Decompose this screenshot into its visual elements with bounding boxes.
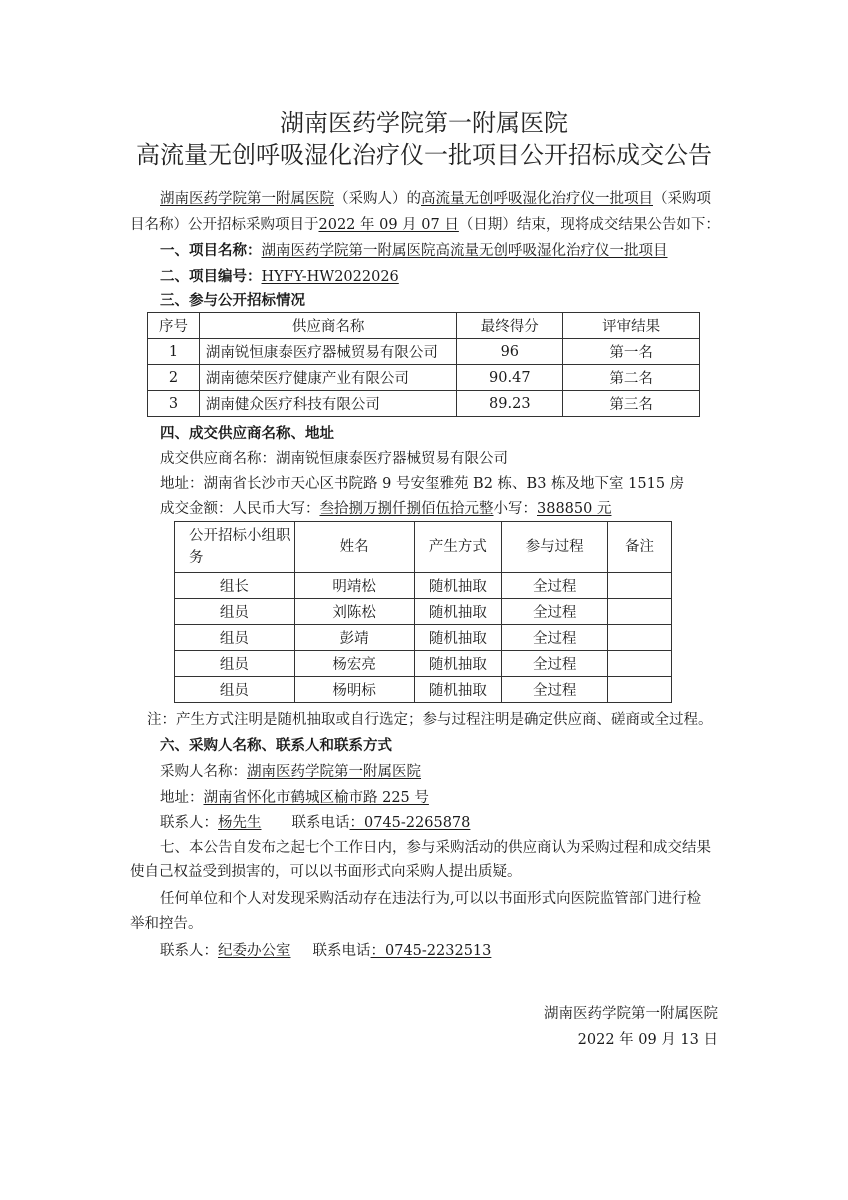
section-project-name [160, 241, 668, 261]
panel-note: 注：产生方式注明是随机抽取或自行选定；参与过程注明是确定供应商、磋商或全过程。 [147, 712, 713, 728]
table-cell: 第二名 [563, 365, 700, 391]
table-cell: 湖南健众医疗科技有限公司 [199, 391, 456, 417]
purchaser-name: 湖南医药学院第一附属医院 [160, 191, 334, 207]
table-cell: 全过程 [502, 573, 608, 599]
table-cell: 明靖松 [294, 573, 414, 599]
contact-value: 杨先生 [218, 815, 262, 831]
table-cell: 90.47 [457, 365, 563, 391]
table-cell: 全过程 [502, 625, 608, 651]
table-cell: 2 [148, 365, 200, 391]
intro-text4: （日期）结束，现将成交结果公告如下： [458, 217, 720, 233]
table-cell: 3 [148, 391, 200, 417]
bidders-table [147, 312, 700, 417]
table-cell: 第三名 [563, 391, 700, 417]
table-cell: 1 [148, 339, 200, 365]
section7-line4: 举和控告。 [130, 916, 203, 932]
section7-line2: 使自己权益受到损害的，可以以书面形式向采购人提出质疑。 [130, 864, 522, 880]
table-cell: 随机抽取 [414, 651, 502, 677]
project-name: 高流量无创呼吸湿化治疗仪一批项目 [421, 191, 653, 207]
table-cell: 96 [457, 339, 563, 365]
supervision-contact-line [160, 941, 491, 961]
table-cell: 组员 [175, 677, 295, 703]
section7-line1: 七、本公告自发布之起七个工作日内，参与采购活动的供应商认为采购过程和成交结果 [160, 840, 711, 856]
amount-upper: 叁拾捌万捌仟捌佰伍拾元整 [319, 501, 494, 517]
intro-line2 [130, 215, 720, 235]
table-cell [608, 677, 672, 703]
intro-text2: （采购项 [653, 191, 711, 207]
purchaser-name-line [160, 762, 421, 782]
purchaser-name-label: 采购人名称： [160, 764, 247, 780]
table-cell: 组员 [175, 625, 295, 651]
supervision-phone-value: ：0745-2232513 [370, 943, 492, 959]
section4-label: 四、成交供应商名称、地址 [160, 425, 334, 442]
footer-org: 湖南医药学院第一附属医院 [544, 1006, 718, 1022]
section7-line3: 任何单位和个人对发现采购活动存在违法行为,可以以书面形式向医院监管部门进行检 [160, 891, 702, 907]
table-cell: 组长 [175, 573, 295, 599]
section1-label: 一、项目名称： [160, 242, 262, 259]
table-cell: 杨宏亮 [294, 651, 414, 677]
table-cell: 刘陈松 [294, 599, 414, 625]
purchaser-address-label: 地址： [160, 790, 204, 806]
table-row [175, 573, 672, 599]
table-row [148, 365, 700, 391]
header-cell: 姓名 [294, 522, 414, 573]
table-row [175, 599, 672, 625]
table-row [175, 625, 672, 651]
header-cell: 最终得分 [457, 313, 563, 339]
table-cell: 第一名 [563, 339, 700, 365]
header-cell: 产生方式 [414, 522, 502, 573]
intro-text3: 目名称）公开招标采购项目于 [130, 217, 319, 233]
table-row [148, 391, 700, 417]
footer-date: 2022 年 09 月 13 日 [577, 1032, 718, 1048]
table-cell [608, 573, 672, 599]
table-cell: 89.23 [457, 391, 563, 417]
table-cell: 随机抽取 [414, 625, 502, 651]
table-row [175, 677, 672, 703]
section3-label: 三、参与公开招标情况 [160, 292, 305, 309]
table-cell [608, 599, 672, 625]
table-cell [608, 651, 672, 677]
intro-line1 [160, 189, 711, 209]
table-cell [608, 625, 672, 651]
table-cell: 全过程 [502, 677, 608, 703]
supervision-contact-label: 联系人： [160, 943, 218, 959]
supervision-contact-value: 纪委办公室 [218, 943, 291, 959]
panel-table [174, 521, 672, 703]
title-line1: 湖南医药学院第一附属医院 [280, 109, 568, 137]
purchaser-name-value: 湖南医药学院第一附属医院 [247, 764, 421, 780]
header-cell: 参与过程 [502, 522, 608, 573]
table-cell: 杨明标 [294, 677, 414, 703]
table-row [175, 651, 672, 677]
supervision-phone-label: 联系电话 [312, 943, 371, 959]
table-cell: 随机抽取 [414, 573, 502, 599]
table-cell: 组员 [175, 651, 295, 677]
header-cell: 供应商名称 [199, 313, 456, 339]
amount-mid: 小写： [493, 501, 537, 517]
purchaser-address-line [160, 788, 429, 808]
header-cell: 评审结果 [563, 313, 700, 339]
table-cell: 全过程 [502, 599, 608, 625]
section1-value: 湖南医药学院第一附属医院高流量无创呼吸湿化治疗仪一批项目 [261, 243, 668, 259]
intro-text1: （采购人）的 [334, 191, 421, 207]
winner-address-line: 地址：湖南省长沙市天心区书院路 9 号安玺雅苑 B2 栋、B3 栋及地下室 1515 房 [160, 476, 685, 492]
amount-prefix: 成交金额：人民币大写： [160, 501, 320, 517]
header-cell: 公开招标小组职务 [175, 522, 295, 573]
header-cell: 备注 [608, 522, 672, 573]
phone-value: ：0745-2265878 [349, 815, 471, 831]
header-cell: 序号 [148, 313, 200, 339]
section2-value: HYFY-HW2022026 [261, 269, 399, 285]
table-cell: 彭靖 [294, 625, 414, 651]
purchaser-address-value: 湖南省怀化市鹤城区榆市路 225 号 [203, 790, 429, 806]
section6-label: 六、采购人名称、联系人和联系方式 [160, 737, 392, 754]
table-cell: 湖南锐恒康泰医疗器械贸易有限公司 [199, 339, 456, 365]
phone-label: 联系电话 [291, 815, 350, 831]
table-header-row [175, 522, 672, 573]
title-line2: 高流量无创呼吸湿化治疗仪一批项目公开招标成交公告 [136, 141, 712, 169]
end-date: 2022 年 09 月 07 日 [318, 217, 459, 233]
table-cell: 全过程 [502, 651, 608, 677]
table-cell: 湖南德荣医疗健康产业有限公司 [199, 365, 456, 391]
table-row [148, 339, 700, 365]
purchaser-contact-line [160, 813, 470, 833]
table-header-row [148, 313, 700, 339]
table-cell: 随机抽取 [414, 599, 502, 625]
amount-lower: 388850 元 [537, 501, 612, 517]
table-cell: 随机抽取 [414, 677, 502, 703]
table-cell: 组员 [175, 599, 295, 625]
winner-name-line: 成交供应商名称：湖南锐恒康泰医疗器械贸易有限公司 [160, 451, 508, 467]
contact-label: 联系人： [160, 815, 218, 831]
winner-amount-line [160, 499, 611, 519]
section-project-number [160, 267, 399, 287]
section2-label: 二、项目编号： [160, 268, 262, 285]
